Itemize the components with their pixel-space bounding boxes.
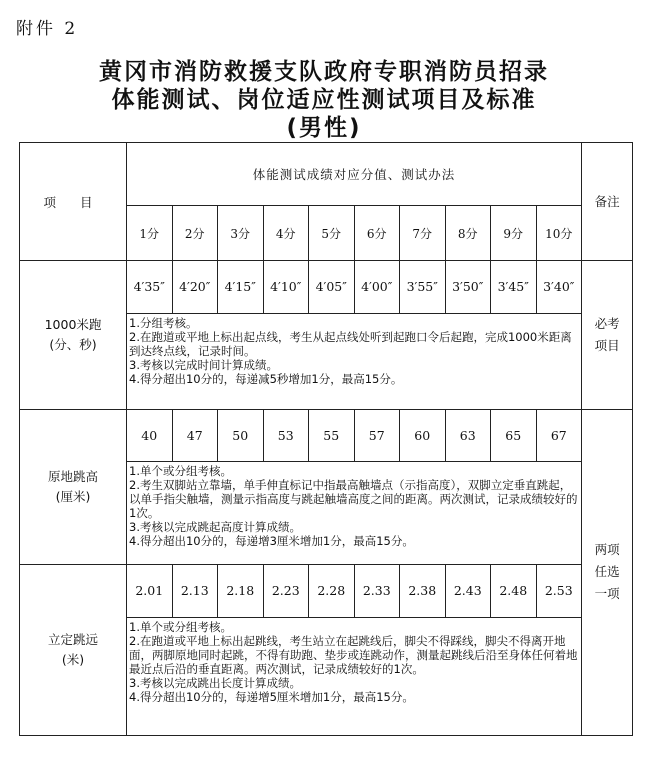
note-line: 两项 <box>594 542 620 558</box>
header-note: 备注 <box>582 143 633 261</box>
value-cell: 65 <box>491 409 537 461</box>
value-cell: 40 <box>127 409 173 461</box>
annex-label: 附件 2 <box>16 19 79 39</box>
value-cell: 53 <box>263 409 309 461</box>
standards-table <box>19 142 633 736</box>
value-cell: 2.53 <box>536 565 582 617</box>
value-cell: 57 <box>354 409 400 461</box>
value-cell: 3′45″ <box>491 261 537 313</box>
item-1000m-run <box>20 261 127 409</box>
value-cell: 4′00″ <box>354 261 400 313</box>
header-item: 项 目 <box>20 143 127 261</box>
value-cell: 4′05″ <box>309 261 355 313</box>
value-cell: 2.18 <box>218 565 264 617</box>
title-line-1: 黄冈市消防救援支队政府专职消防员招录 <box>99 59 549 85</box>
value-cell: 4′10″ <box>263 261 309 313</box>
method-line: 3.考核以完成跳出长度计算成绩。 <box>129 675 301 690</box>
method-line: 1.分组考核。 <box>129 315 198 330</box>
note-line: 一项 <box>594 586 620 602</box>
method-line: 4.得分超出10分的，每递减5秒增加1分，最高15分。 <box>129 371 403 386</box>
method-line: 3.考核以完成时间计算成绩。 <box>129 357 278 372</box>
title-line-2: 体能测试、岗位适应性测试项目及标准 <box>111 87 537 113</box>
note-choose-one <box>582 409 633 735</box>
item-name: 1000米跑 <box>44 317 102 333</box>
value-cell: 2.23 <box>263 565 309 617</box>
value-cell: 2.28 <box>309 565 355 617</box>
value-cell: 3′50″ <box>445 261 491 313</box>
value-cell: 3′55″ <box>400 261 446 313</box>
value-cell: 63 <box>445 409 491 461</box>
value-cell: 4′15″ <box>218 261 264 313</box>
title-line-3: (男性) <box>286 115 362 141</box>
value-cell: 55 <box>309 409 355 461</box>
value-cell: 2.33 <box>354 565 400 617</box>
item-unit: (分、秒) <box>49 337 97 353</box>
method-line: 4.得分超出10分的，每递增3厘米增加1分，最高15分。 <box>129 534 414 549</box>
score-header: 8分 <box>445 206 491 261</box>
item-standing-high-jump <box>20 409 127 565</box>
item-name: 原地跳高 <box>47 469 98 485</box>
header-main: 体能测试成绩对应分值、测试办法 <box>127 143 582 206</box>
value-cell: 2.01 <box>127 565 173 617</box>
score-header: 7分 <box>400 206 446 261</box>
value-cell: 2.48 <box>491 565 537 617</box>
item-unit: (厘米) <box>55 489 91 505</box>
note-line: 必考 <box>594 316 620 332</box>
score-header: 6分 <box>354 206 400 261</box>
item-unit: (米) <box>61 652 85 668</box>
value-cell: 3′40″ <box>536 261 582 313</box>
method-line: 2.在跑道或平地上标出起点线，考生从起点线处听到起跑口令后起跑，完成1000米距离到达终点线，记录时间。 <box>129 329 572 358</box>
score-header: 9分 <box>491 206 537 261</box>
value-cell: 2.38 <box>400 565 446 617</box>
method-description <box>127 462 582 565</box>
note-line: 任选 <box>594 564 620 580</box>
score-header: 3分 <box>218 206 264 261</box>
score-header: 4分 <box>263 206 309 261</box>
value-cell: 50 <box>218 409 264 461</box>
method-description <box>127 313 582 409</box>
item-name: 立定跳远 <box>47 632 98 648</box>
item-standing-long-jump <box>20 565 127 736</box>
value-cell: 67 <box>536 409 582 461</box>
method-line: 3.考核以完成跳起高度计算成绩。 <box>129 520 301 535</box>
value-cell: 60 <box>400 409 446 461</box>
value-cell: 2.43 <box>445 565 491 617</box>
method-line: 1.单个或分组考核。 <box>129 619 232 634</box>
method-line: 4.得分超出10分的，每递增5厘米增加1分，最高15分。 <box>129 689 414 704</box>
note-required <box>582 261 633 409</box>
score-header: 10分 <box>536 206 582 261</box>
method-description <box>127 617 582 735</box>
score-header: 5分 <box>309 206 355 261</box>
value-cell: 2.13 <box>172 565 218 617</box>
method-line: 1.单个或分组考核。 <box>129 464 232 479</box>
score-header: 1分 <box>127 206 173 261</box>
method-line: 2.在跑道或平地上标出起跳线，考生站立在起跳线后，脚尖不得踩线，脚尖不得离开地面，两脚原地同时起跳，不得有助跑、垫步或连跳动作，测量起跳线后沿至身体任何着地最近点后沿的垂直距离。两次测试，记录成绩较好的1次。 <box>129 633 578 676</box>
value-cell: 4′20″ <box>172 261 218 313</box>
method-line: 2.考生双脚站立靠墙，单手伸直标记中指最高触墙点（示指高度），双脚立定垂直跳起，以单手指尖触墙，测量示指高度与跳起触墙高度之间的距离。两次测试，记录成绩较好的1次。 <box>129 478 578 521</box>
value-cell: 4′35″ <box>127 261 173 313</box>
score-header: 2分 <box>172 206 218 261</box>
value-cell: 47 <box>172 409 218 461</box>
note-line: 项目 <box>594 338 620 354</box>
